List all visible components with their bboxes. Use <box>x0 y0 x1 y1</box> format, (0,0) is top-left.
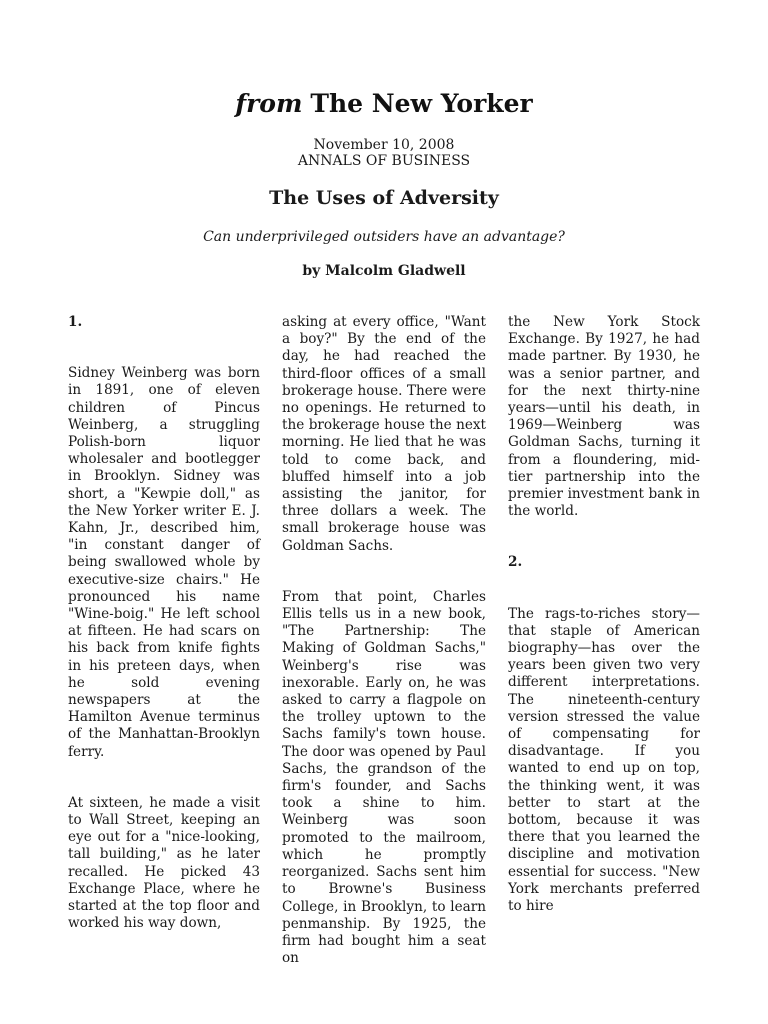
byline: by Malcolm Gladwell <box>302 263 466 279</box>
section-number: 2. <box>508 554 523 571</box>
paragraph: From that point, Charles Ellis tells us in a new book, "The Partnership: The Making of Goldman Sachs," Weinberg's rise was inexorable. Early on, he was asked to carry a flagpole on the trolley uptown to the Sachs family's town house. The door was opened by Paul Sachs, the grandson of the firm's founder, and Sachs took a shine to him. Weinberg was soon promoted to the mailroom, which he promptly reorganized. Sachs sent him to Browne's Business College, in Brooklyn, to learn penmanship. By 1925, the firm had bought him a seat on <box>282 588 486 967</box>
article-subtitle: Can underprivileged outsiders have an advantage? <box>203 229 565 245</box>
column-3 <box>508 314 700 915</box>
publication-title <box>0 86 768 122</box>
paragraph: asking at every office, "Want a boy?" By the end of the day, he had reached the third-floor offices of a small brokerage house. There were no openings. He returned to the brokerage house the next morning. He lied that he was told to come back, and bluffed himself into a job assisting the janitor, for three dollars a week. The small brokerage house was Goldman Sachs. <box>282 314 486 554</box>
column-1 <box>68 314 260 933</box>
paragraph: Sidney Weinberg was born in 1891, one of eleven children of Pincus Weinberg, a struggling Polish-born liquor wholesaler and bootlegger in Brooklyn. Sidney was short, a "Kewpie doll," as the New Yorker writer E. J. Kahn, Jr., described him, "in constant danger of being swallowed whole by executive-size chairs." He pronounced his name "Wine-boig." He left school at fifteen. He had scars on his back from knife fights in his preteen days, when he sold evening newspapers at the Hamilton Avenue terminus of the Manhattan-Brooklyn ferry. <box>68 365 260 760</box>
publication-name: The New Yorker <box>310 89 533 118</box>
section-number: 1. <box>68 314 83 330</box>
paragraph: the New York Stock Exchange. By 1927, he had made partner. By 1930, he was a senior partner, and for the next thirty-nine years—until his death, in 1969—Weinberg was Goldman Sachs, turning it from a floundering, mid-tier partnership into the premier investment bank in the world. <box>508 314 700 520</box>
paragraph: The rags-to-riches story—that staple of American biography—has over the years been given two very different interpretations. The nineteenth-century version stressed the value of compensating for disadvantage. If you wanted to end up on top, the thinking went, it was better to start at the bottom, because it was there that you learned the discipline and motivation essential for success. "New York merchants preferred to hire <box>508 605 700 915</box>
section-label: ANNALS OF BUSINESS <box>297 153 471 169</box>
article-title: The Uses of Adversity <box>269 187 499 209</box>
column-2 <box>282 314 486 967</box>
publication-date: November 10, 2008 <box>313 137 455 153</box>
paragraph: At sixteen, he made a visit to Wall Street, keeping an eye out for a "nice-looking, tall building," as he later recalled. He picked 43 Exchange Place, where he started at the top floor and worked his way down, <box>68 794 260 932</box>
from-label: from <box>235 89 303 118</box>
